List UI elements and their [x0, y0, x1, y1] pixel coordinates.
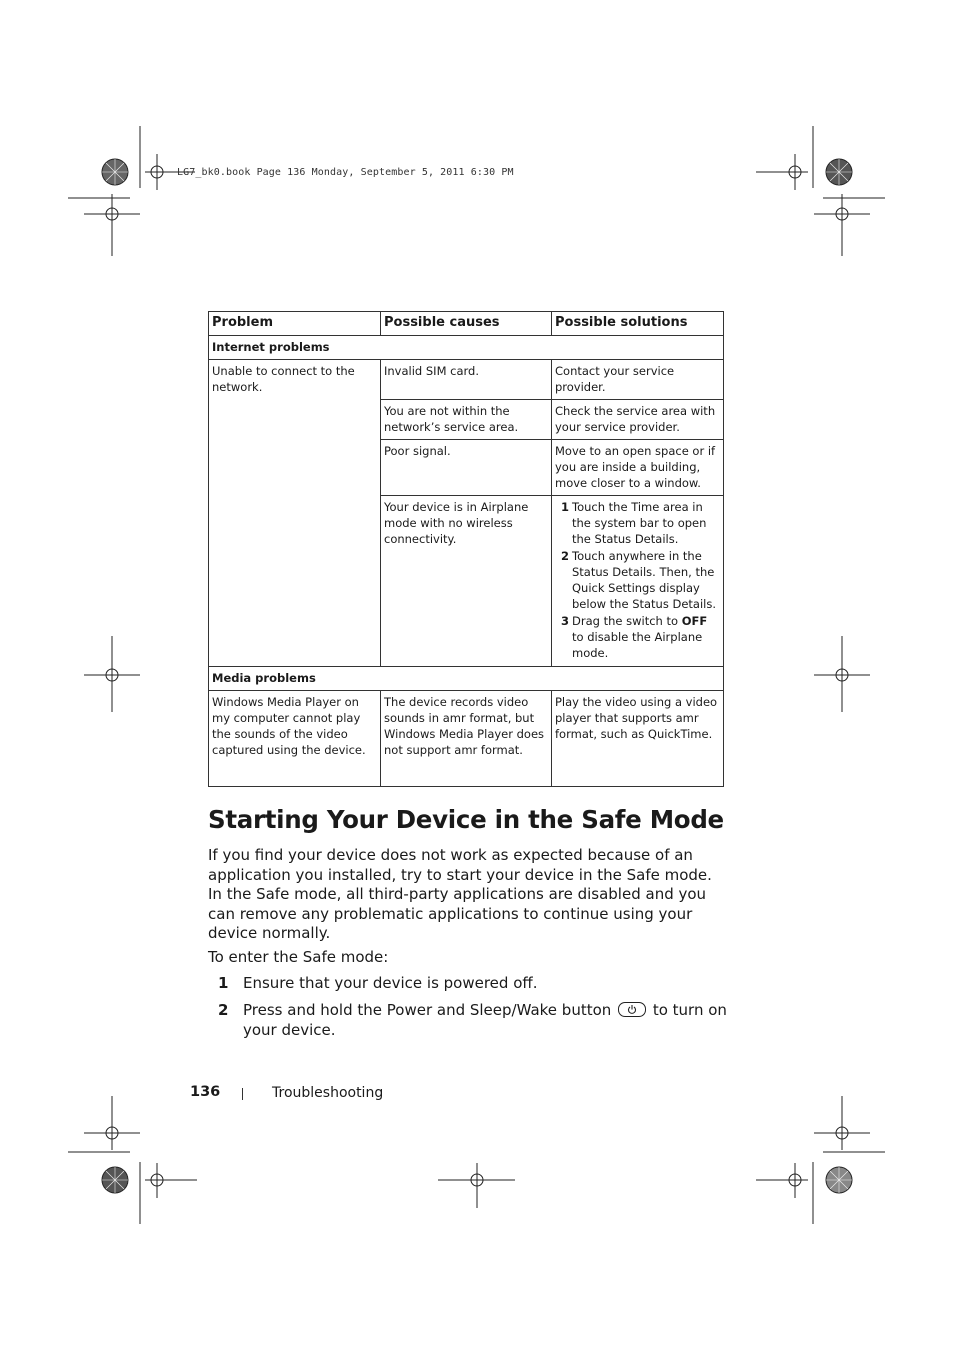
step-number: 2 [561, 549, 570, 563]
list-item [561, 613, 720, 661]
step-text-post: to disable the Airplane mode. [572, 630, 703, 660]
footer-divider [242, 1088, 243, 1100]
step-text-post: to turn on your device. [243, 1001, 727, 1039]
footer-section-label: Troubleshooting [272, 1085, 384, 1101]
table-row [209, 360, 724, 400]
step-text: Touch anywhere in the Status Details. Then, the Quick Settings display below the Status Details. [572, 549, 717, 611]
section-heading: Starting Your Device in the Safe Mode [208, 805, 724, 834]
page-number: 136 [190, 1084, 221, 1100]
solution-cell: Move to an open space or if you are inside a building, move closer to a window. [552, 440, 724, 496]
troubleshooting-table [208, 311, 724, 787]
step-number: 2 [218, 1001, 229, 1019]
cause-cell: You are not within the network’s service area. [381, 400, 552, 440]
step-text [243, 1001, 728, 1040]
section-media: Media problems [209, 667, 724, 691]
step-number: 3 [561, 614, 570, 628]
cause-cell: Invalid SIM card. [381, 360, 552, 400]
problem-cell: Unable to connect to the network. [209, 360, 381, 667]
step-number: 1 [218, 974, 229, 992]
print-slug: LG7_bk0.book Page 136 Monday, September 5, 2011 6:30 PM [177, 167, 514, 178]
step-text: Ensure that your device is powered off. [243, 974, 538, 992]
section-internet: Internet problems [209, 336, 724, 360]
list-item [561, 499, 720, 547]
off-label: OFF [681, 614, 708, 628]
solution-cell: Check the service area with your service provider. [552, 400, 724, 440]
cause-cell: Poor signal. [381, 440, 552, 496]
header-solutions: Possible solutions [552, 312, 724, 336]
solution-cell: Contact your service provider. [552, 360, 724, 400]
step-text: Touch the Time area in the system bar to open the Status Details. [572, 500, 707, 546]
step-number: 1 [561, 500, 570, 514]
table-header-row [209, 312, 724, 336]
header-causes: Possible causes [381, 312, 552, 336]
list-item [218, 974, 728, 994]
step-text-pre: Press and hold the Power and Sleep/Wake button [243, 1001, 612, 1019]
cause-cell: Your device is in Airplane mode with no wireless connectivity. [381, 496, 552, 667]
cause-cell: The device records video sounds in amr format, but Windows Media Player does not support amr format. [381, 691, 552, 787]
section-row [209, 336, 724, 360]
list-item [561, 548, 720, 612]
power-button-icon [618, 1002, 646, 1017]
step-text [572, 613, 720, 661]
intro-paragraph: If you find your device does not work as expected because of an application you installed, try to start your device in the Safe mode. In the Safe mode, all third-party applications are disabled and you can remove any problematic applications to continue using your device normally. [208, 846, 712, 942]
problem-cell: Windows Media Player on my computer cannot play the sounds of the video captured using the device. [209, 691, 381, 787]
solution-cell: Play the video using a video player that supports amr format, such as QuickTime. [552, 691, 724, 787]
table-row [209, 691, 724, 787]
step-text-pre: Drag the switch to [572, 614, 682, 628]
steps-intro: To enter the Safe mode: [208, 948, 389, 966]
section-row [209, 667, 724, 691]
airplane-steps [555, 499, 720, 661]
list-item [218, 1001, 728, 1040]
solution-cell [552, 496, 724, 667]
header-problem: Problem [209, 312, 381, 336]
